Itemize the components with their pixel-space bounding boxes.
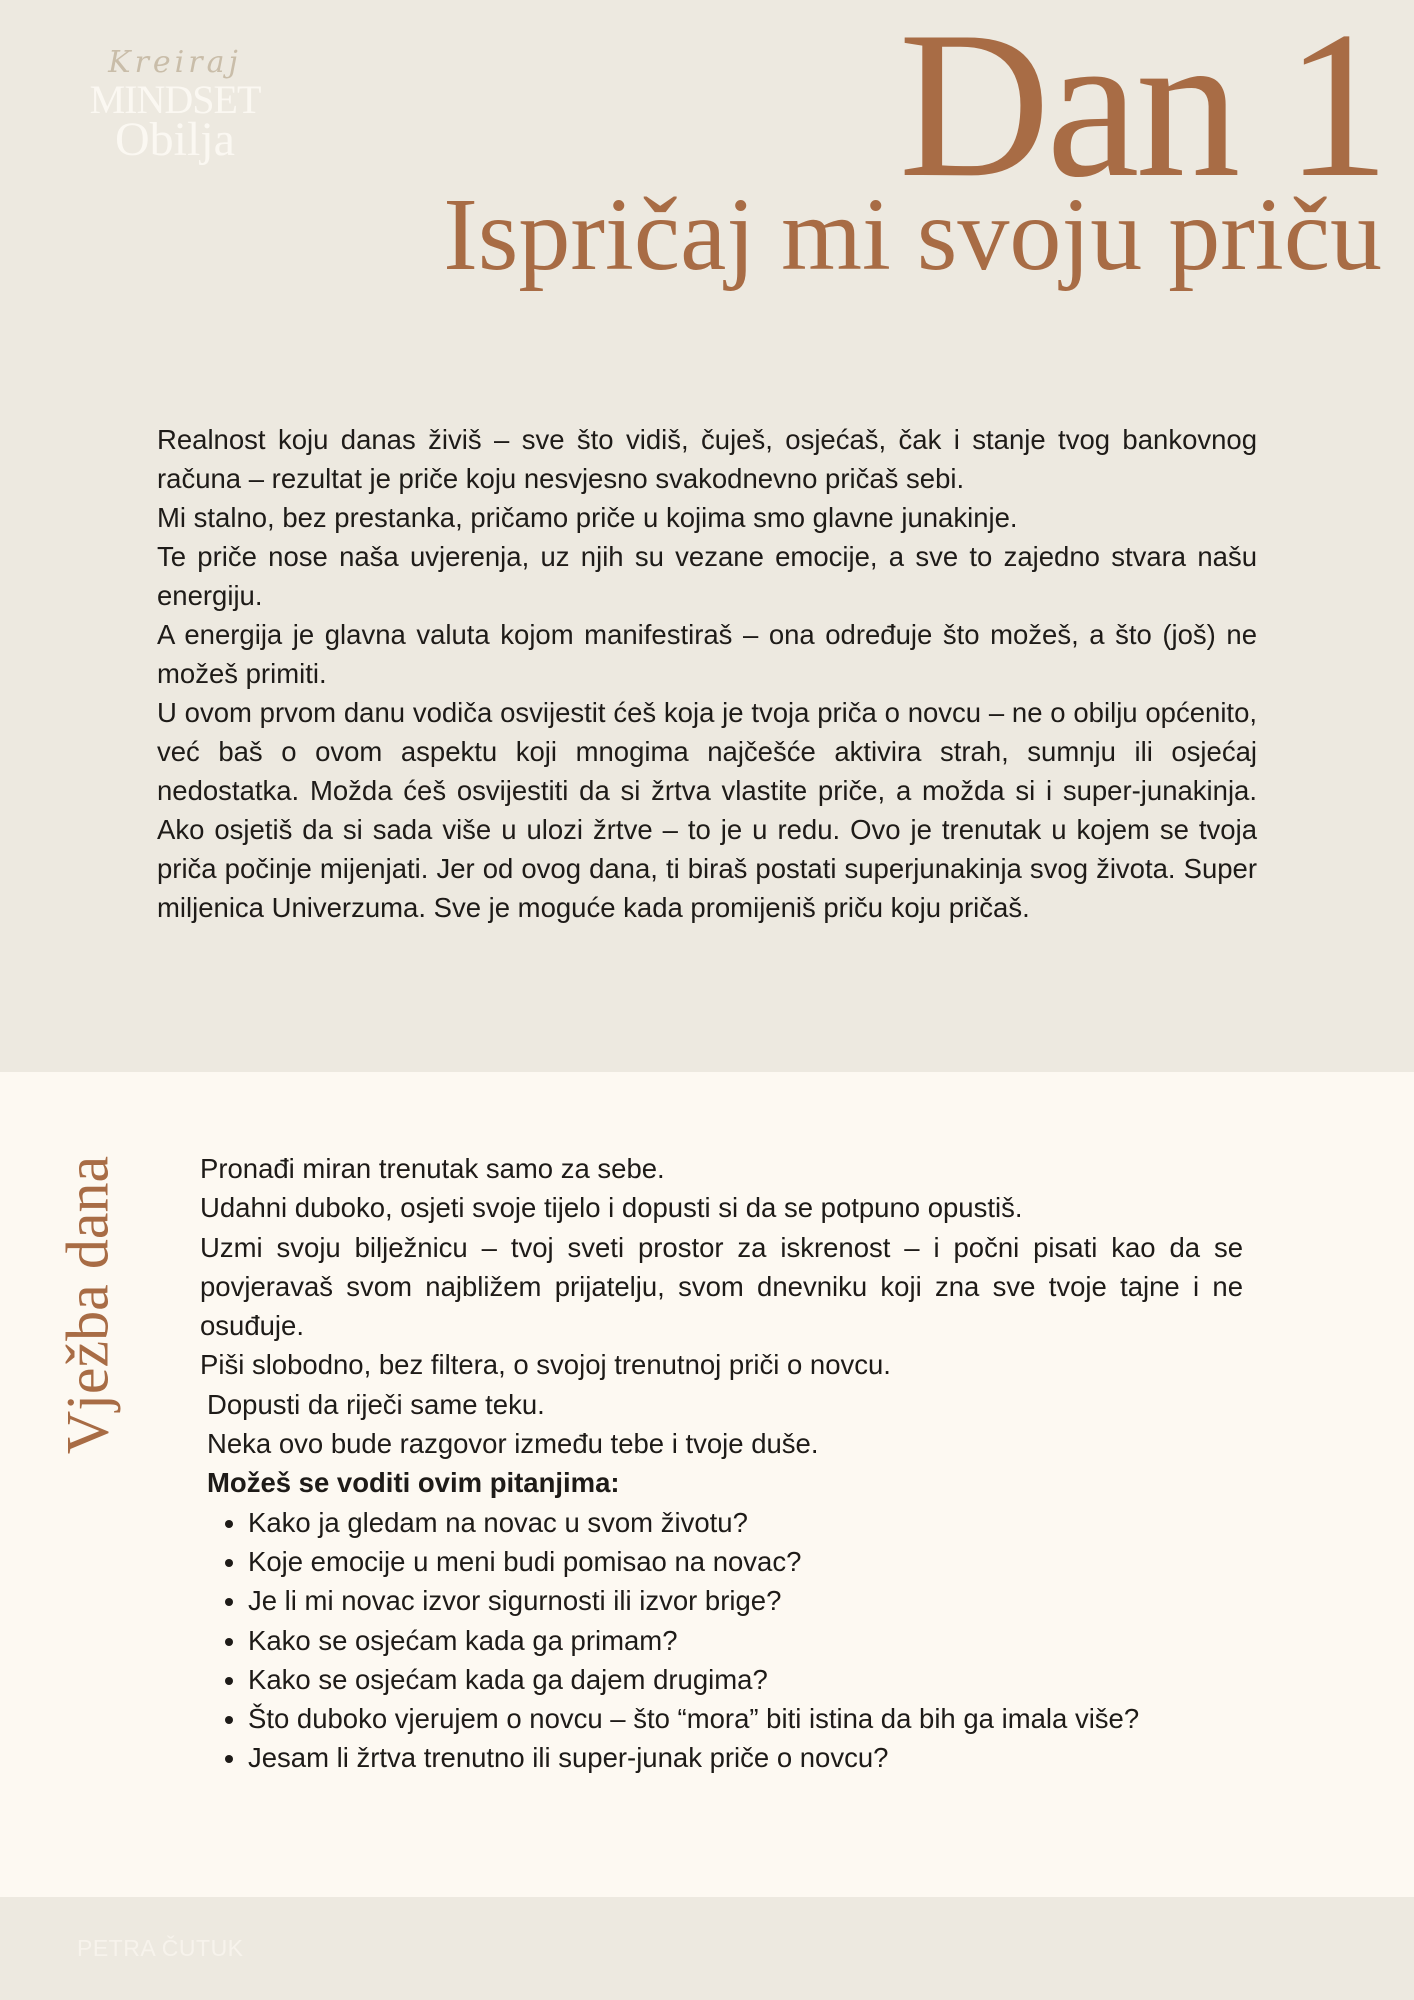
page-title: Dan 1 xyxy=(898,0,1386,221)
intro-paragraph: U ovom prvom danu vodiča osvijestit ćeš koja je tvoja priča o novcu – ne o obilju općenito, već baš o ovom aspektu koji mnogima najčešće aktivira strah, sumnju ili osjećaj nedostatka. Možda ćeš osvijestiti da si žrtva vlastite priče, a možda si i super-junakinja. Ako osjetiš da si sada više u ulozi žrtve – to je u redu. Ovo je trenutak u kojem se tvoja priča počinje mijenjati. Jer od ovog dana, ti biraš postati superjunakinja svog života. Super miljenica Univerzuma. Sve je moguće kada promijeniš priču koju pričaš. xyxy=(157,697,1257,923)
intro-paragraph: Realnost koju danas živiš – sve što vidiš, čuješ, osjećaš, čak i stanje tvog bankovnog računa – rezultat je priče koju nesvjesno svakodnevno pričaš sebi. xyxy=(157,424,1257,494)
exercise-text xyxy=(200,1149,1243,1778)
exercise-paragraph: Piši slobodno, bez filtera, o svojoj trenutnoj priči o novcu. xyxy=(200,1349,891,1381)
intro-paragraph: Mi stalno, bez prestanka, pričamo priče u kojima smo glavne junakinje. xyxy=(157,502,1018,533)
logo-line-mindset: MINDSET xyxy=(89,77,261,122)
logo-line-kreiraj: Kreiraj xyxy=(108,45,242,80)
intro-paragraph: Te priče nose naša uvjerenja, uz njih su vezane emocije, a sve to zajedno stvara našu energiju. xyxy=(157,541,1257,611)
page-subtitle: Ispričaj mi svoju priču xyxy=(443,177,1382,292)
list-item: • Je li mi novac izvor sigurnosti ili izvor brige? xyxy=(248,1581,1243,1620)
intro-text xyxy=(157,420,1257,927)
questions-list xyxy=(200,1503,1243,1778)
logo xyxy=(80,45,270,166)
questions-label: Možeš se voditi ovim pitanjima: xyxy=(207,1467,620,1499)
exercise-paragraph: Udahni duboko, osjeti svoje tijelo i dopusti si da se potpuno opustiš. xyxy=(200,1192,1023,1224)
list-item: • Jesam li žrtva trenutno ili super-junak priče o novcu? xyxy=(248,1738,1243,1777)
list-item: • Što duboko vjerujem o novcu – što “mora” biti istina da bih ga imala više? xyxy=(248,1699,1243,1738)
list-item: • Kako ja gledam na novac u svom životu? xyxy=(248,1503,1243,1542)
list-item: • Kako se osjećam kada ga primam? xyxy=(248,1621,1243,1660)
footer-author: PETRA ČUTUK xyxy=(77,1935,244,1961)
exercise-paragraph: Uzmi svoju bilježnicu – tvoj sveti prostor za iskrenost – i počni pisati kao da se povjeravaš svom najbližem prijatelju, svom dnevniku koji zna sve tvoje tajne i ne osuđuje. xyxy=(200,1231,1243,1342)
exercise-paragraph: Neka ovo bude razgovor između tebe i tvoje duše. xyxy=(207,1428,819,1460)
intro-paragraph: A energija je glavna valuta kojom manifestiraš – ona određuje što možeš, a što (još) ne možeš primiti. xyxy=(157,619,1257,689)
exercise-paragraph: Pronađi miran trenutak samo za sebe. xyxy=(200,1153,665,1184)
footer xyxy=(0,1897,1414,2000)
exercise-paragraph: Dopusti da riječi same teku. xyxy=(207,1388,545,1420)
list-item: • Koje emocije u meni budi pomisao na novac? xyxy=(248,1542,1243,1581)
exercise-heading xyxy=(54,1140,121,1470)
logo-line-obilja: Obilja xyxy=(115,113,235,166)
exercise-heading-text: Vježba dana xyxy=(54,1155,121,1455)
list-item: • Kako se osjećam kada ga dajem drugima? xyxy=(248,1660,1243,1699)
